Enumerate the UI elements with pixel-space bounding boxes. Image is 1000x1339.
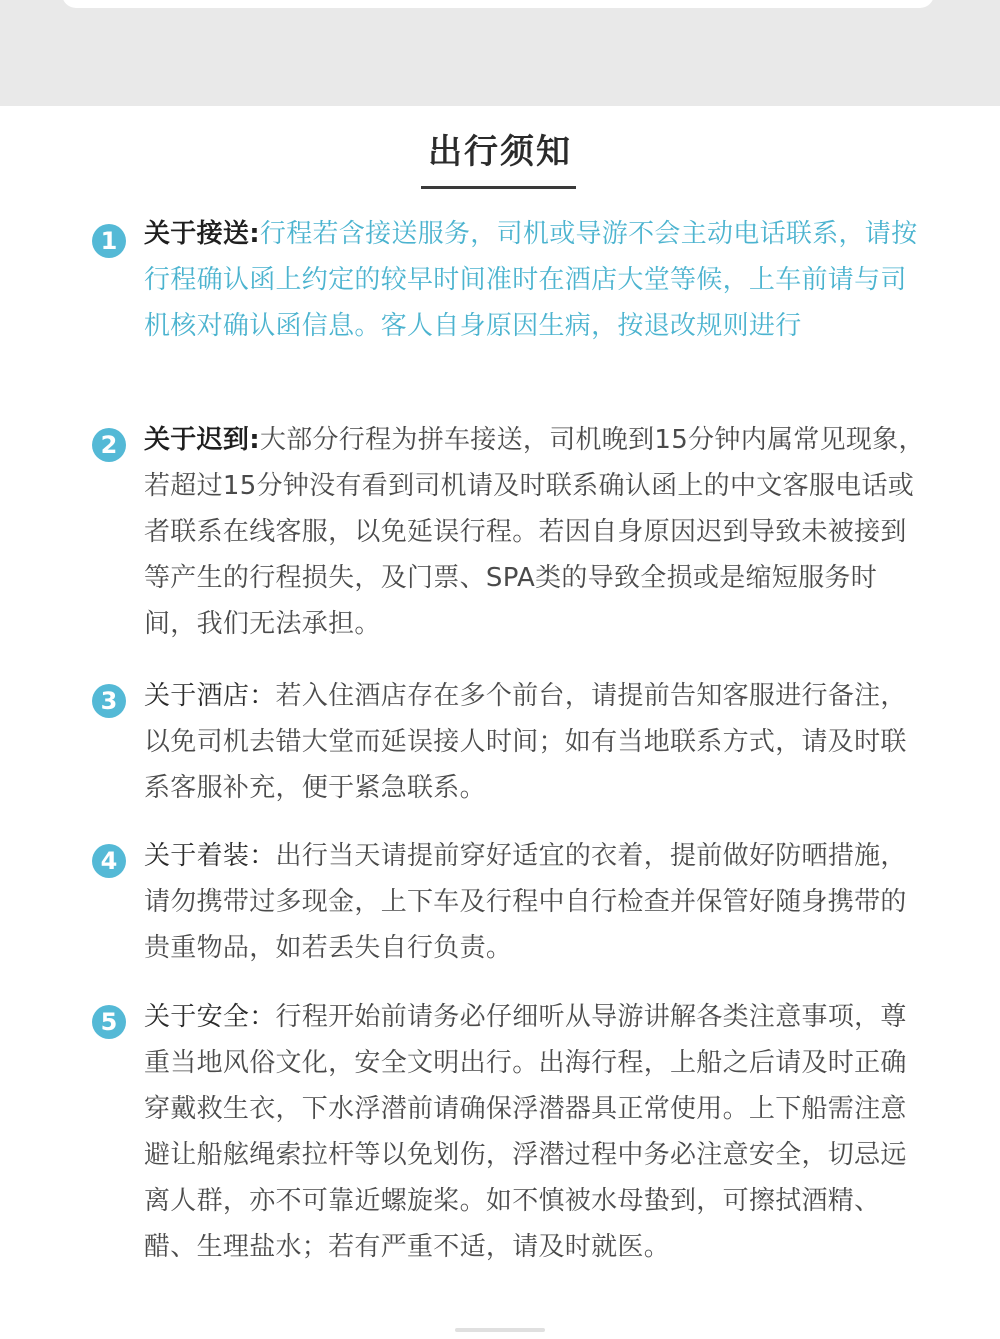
number-badge: 5 — [92, 1005, 126, 1039]
notice-text — [144, 994, 928, 1270]
number-badge: 4 — [92, 844, 126, 878]
notice-label: 关于接送: — [144, 219, 260, 249]
notice-body: 行程若含接送服务，司机或导游不会主动电话联系，请按行程确认函上约定的较早时间准时在酒店大堂等候，上车前请与司机核对确认函信息。客人自身原因生病，按退改规则进行 — [144, 219, 918, 341]
notice-item-pickup — [92, 211, 928, 349]
top-background-band — [0, 0, 1000, 106]
notice-body: 大部分行程为拼车接送，司机晚到15分钟内属常见现象，若超过15分钟没有看到司机请及时联系确认函上的中文客服电话或者联系在线客服，以免延误行程。若因自身原因迟到导致未被接到等产生的行程损失，及门票、SPA类的导致全损或是缩短服务时间，我们无法承担。 — [144, 425, 925, 639]
notice-text — [144, 673, 928, 811]
notice-body: 出行当天请提前穿好适宜的衣着，提前做好防晒措施，请勿携带过多现金，上下车及行程中自行检查并保管好随身携带的贵重物品，如若丢失自行负责。 — [144, 841, 907, 963]
notice-body: 若入住酒店存在多个前台，请提前告知客服进行备注，以免司机去错大堂而延误接人时间；如有当地联系方式，请及时联系客服补充，便于紧急联系。 — [144, 681, 907, 803]
notice-text — [144, 417, 928, 647]
notice-text — [144, 211, 928, 349]
notice-label: 关于着装： — [144, 841, 276, 871]
notice-body: 行程开始前请务必仔细听从导游讲解各类注意事项，尊重当地风俗文化，安全文明出行。出海行程，上船之后请及时正确穿戴救生衣，下水浮潜前请确保浮潜器具正常使用。上下船需注意避让船舷绳索拉杆等以免划伤，浮潜过程中务必注意安全，切忌远离人群，亦不可靠近螺旋桨。如不慎被水母蛰到，可擦拭酒精、醋、生理盐水；若有严重不适，请及时就医。 — [144, 1002, 907, 1262]
notice-item-clothing — [92, 833, 928, 971]
title-underline — [421, 186, 576, 189]
notice-text — [144, 833, 928, 971]
notice-item-late — [92, 417, 928, 647]
number-badge: 2 — [92, 428, 126, 462]
number-badge: 3 — [92, 684, 126, 718]
bottom-divider — [455, 1328, 545, 1332]
notice-label: 关于酒店： — [144, 681, 276, 711]
notice-label: 关于安全： — [144, 1002, 276, 1032]
page-title: 出行须知 — [428, 132, 572, 172]
notice-item-hotel — [92, 673, 928, 811]
notice-item-safety — [92, 994, 928, 1270]
previous-card-edge — [62, 0, 934, 8]
notice-label: 关于迟到: — [144, 425, 260, 455]
number-badge: 1 — [92, 224, 126, 258]
